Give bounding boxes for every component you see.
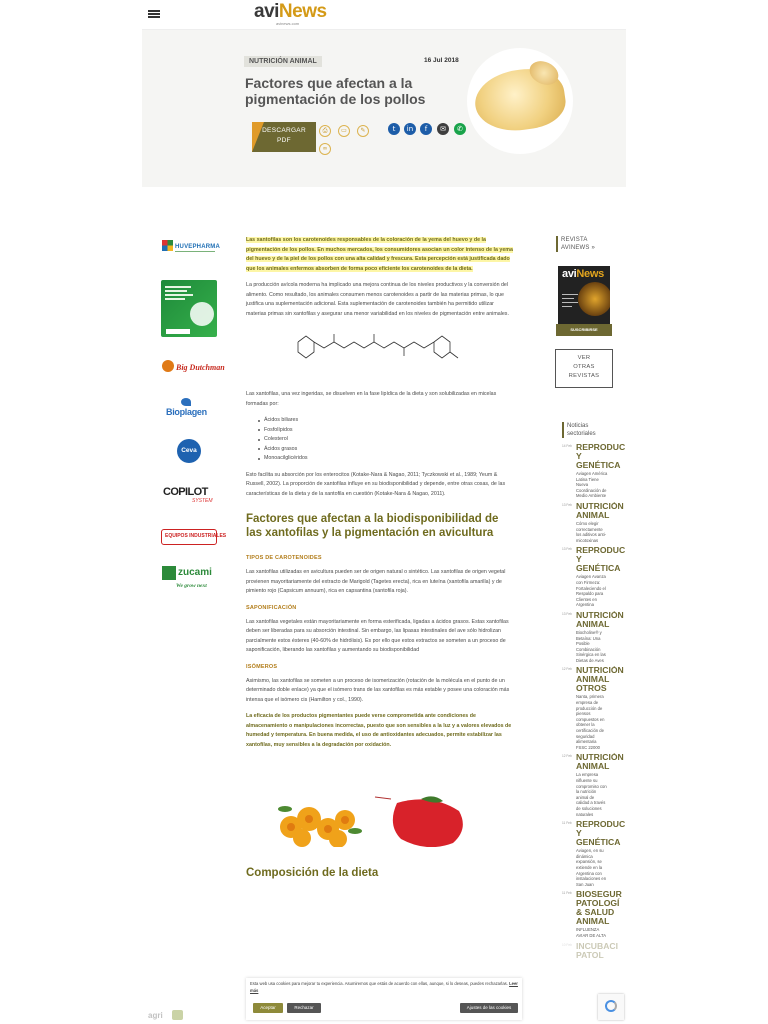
zucami-text: zucami xyxy=(178,567,212,578)
news-category: NUTRICIÓN ANIMAL xyxy=(576,610,624,629)
section-heading: Composición de la dieta xyxy=(246,867,379,879)
section-heading: Factores que afectan a la biodisponibilidad de las xantofilas y la pigmentación en avicultura xyxy=(246,513,499,539)
sponsor-copilot-logo[interactable] xyxy=(162,484,218,506)
equipos-text: EQUIPOS INDUSTRIALES xyxy=(165,533,227,539)
news-item[interactable] xyxy=(562,942,628,960)
subsection-heading: SAPONIFICACIÓN xyxy=(246,604,297,611)
news-date: 12 Feb xyxy=(562,754,572,759)
news-date: 11 Feb xyxy=(562,891,572,896)
news-headline: La empresa nifluente su compromiso con la nutrición animal de calidad a través de soluciones naturales xyxy=(576,772,607,817)
list-item: Ácidos biliares xyxy=(258,416,514,426)
sector-news-widget xyxy=(562,422,628,963)
category-tag[interactable]: NUTRICIÓN ANIMAL xyxy=(244,56,322,67)
news-date: 12 Feb xyxy=(562,667,572,672)
news-date: 11 Feb xyxy=(562,821,572,826)
news-date: 13 Feb xyxy=(562,502,572,507)
news-item[interactable] xyxy=(562,666,628,750)
news-headline: Aviagen Avanza con Firmeza: Fortaleciendo el Respaldo para Clientes en Argentina xyxy=(576,574,606,608)
sector-news-title: Noticias sectoriales xyxy=(562,422,628,438)
edit-icon[interactable]: ✎ xyxy=(357,125,369,137)
article-lead xyxy=(246,236,514,274)
news-category: BIOSEGUR PATOLOGÍ & SALUD ANIMAL xyxy=(576,890,622,927)
news-category: REPRODUC Y GENÉTICA xyxy=(576,443,626,470)
news-category: REPRODUC Y GENÉTICA xyxy=(576,820,626,848)
whatsapp-icon[interactable]: ✆ xyxy=(454,123,466,135)
news-category: NUTRICIÓN ANIMAL xyxy=(576,501,624,520)
ceva-text: Ceva xyxy=(181,447,197,454)
facebook-icon[interactable]: f xyxy=(420,123,432,135)
list-item: Monoacilglicéridos xyxy=(258,454,514,464)
news-item[interactable] xyxy=(562,443,628,499)
news-headline: Aviagen, en su dinámica expansión, se extiende en la Argentina con instalaciones en San Juan xyxy=(576,848,607,887)
huvepharma-text: HUVEPHARMA xyxy=(175,244,221,250)
subscribe-button[interactable]: SUSCRIBIRSE xyxy=(556,324,612,336)
copilot-sub: SYSTEM xyxy=(192,498,213,504)
cookie-text xyxy=(250,981,518,994)
news-date: 10 Feb xyxy=(562,942,572,947)
magazine-title-link[interactable]: AVINEWS » xyxy=(561,245,596,251)
news-item[interactable] xyxy=(562,820,628,887)
news-item[interactable] xyxy=(562,546,628,608)
sponsor-bioplagen-logo[interactable] xyxy=(162,397,218,423)
sponsor-equipos-logo[interactable] xyxy=(161,529,227,545)
list-item: Fosfolípidos xyxy=(258,426,514,436)
article-body xyxy=(246,236,514,881)
copilot-text: COPILOT xyxy=(163,486,208,498)
publish-date: 16 Jul 2018 xyxy=(424,57,459,64)
news-category: NUTRICIÓN ANIMAL OTROS xyxy=(576,666,624,694)
article-paragraph: La producción avícola moderna ha implicado una mejora continua de los niveles productivos y la conversión del alimento. Como resultado, los animales consumen menos carotenoides a partir de las materias primas, lo que justifica una suplementación adicional. Esta suplementación de carotenoides también ha permitido utilizar materias primas sin xantofilas y asegurar una menor variabilidad en los niveles de pigmentación entre animales. xyxy=(246,282,509,317)
cookie-accept-button[interactable]: Aceptar xyxy=(253,1003,283,1013)
cookie-settings-button[interactable]: Ajustes de las cookies xyxy=(460,1003,518,1013)
download-label-pdf: PDF xyxy=(277,137,291,144)
news-date: 14 Feb xyxy=(562,444,572,448)
article-paragraph: Las xantofilas utilizadas en avicultura pueden ser de origen natural o sintético. Las xantofilas de origen vegetal provienen mayoritariamente del extracto de Marigold (Tagetes erecta), rica en luteína (xantofila amarilla) y de pimiento rojo (Capsicum annuum), rica en capsantina (xantofila roja). xyxy=(246,569,506,594)
magazine-widget xyxy=(556,236,614,252)
subsection-heading: TIPOS DE CAROTENOIDES xyxy=(246,555,322,561)
news-item[interactable] xyxy=(562,753,628,817)
news-headline: Nanta, primera empresa de producción de piensos compuestos en obtener la certificación de seguridad alimentaria FSSC 22000 xyxy=(576,694,605,750)
twitter-icon[interactable]: t xyxy=(388,123,400,135)
news-headline: INFLUENZA AVIAR DE ALTA xyxy=(576,927,607,938)
marigold-pepper-image xyxy=(271,759,487,847)
micelle-components-list xyxy=(258,416,514,464)
article-paragraph: Esto facilita su absorción por los enterocitos (Kotake-Nara & Nagao, 2011; Tyczkowski et al., 1989; Yeum & Russell, 2002). La proporción de xantofilas influye en su biodisponibilidad y depende, entre otras cosas, de las características de la dieta y de la xantofila en cuestión (Kotake-Nara & Nagao, 2011). xyxy=(246,471,506,497)
linkedin-icon[interactable]: in xyxy=(404,123,416,135)
sponsor-bigdutchman-logo[interactable] xyxy=(161,359,225,377)
article-title: Factores que afectan a la pigmentación de los pollos xyxy=(245,75,426,107)
chicken-photo xyxy=(467,48,573,154)
top-bar xyxy=(142,0,626,30)
list-item: Ácidos grasos xyxy=(258,445,514,455)
logo-text-main: avi xyxy=(254,1,279,22)
news-category: REPRODUC Y GENÉTICA xyxy=(576,546,626,574)
highlight-quote: La eficacia de los productos pigmentantes puede verse comprometida ante condiciones de almacenamiento o manipulaciones incorrectas, puesto que son sensibles a la luz y a valores elevados de humedad y temperatura. En buena medida, el uso de antioxidantes adecuados, permite estabilizar las xantofilas, muy sensibles a la degradación por oxidación. xyxy=(246,713,512,748)
subsection-heading: ISÓMEROS xyxy=(246,663,278,670)
agri-footer-logo: agri xyxy=(148,1010,248,1022)
news-item[interactable] xyxy=(562,611,628,664)
list-item: Colesterol xyxy=(258,435,514,445)
logo-url: avinews.com xyxy=(276,21,300,26)
other-magazines-button[interactable]: VER OTRAS REVISTAS xyxy=(555,349,613,388)
download-pdf-button[interactable] xyxy=(252,122,316,152)
news-category: NUTRICIÓN ANIMAL xyxy=(576,753,624,772)
link-icon[interactable]: ∞ xyxy=(319,143,331,155)
email-icon[interactable]: ✉ xyxy=(437,123,449,135)
news-date: 13 Feb xyxy=(562,611,572,616)
news-headline: Biocholine® y Betaína: Una Posible Combinación Sinérgica en las Dietas de Aves xyxy=(576,629,606,663)
article-paragraph: Las xantofilas vegetales están mayoritariamente en forma esterificada, ligadas a ácidos grasos. Estas xantofilas deben ser liberadas para su absorción intestinal. Sin embargo, las lipasas intestinales del ave sólo hidrolizan parcialmente estos ésteres (40-60% de hidrólisis). Es por ello que estos extractos se someten a un proceso de saponificación, liberando las xantofilas y aumentando su biodisponibilidad xyxy=(246,618,509,653)
cookie-reject-button[interactable]: Rechazar xyxy=(287,1003,321,1013)
news-date: 13 Feb xyxy=(562,547,572,552)
news-headline: Cómo elegir correctamente los aditivos anti- micotoxinas xyxy=(576,520,607,543)
article-paragraph: Las xantofilas, una vez ingeridas, se disuelven en la fase lipídica de la dieta y son solubilizadas en micelas formadas por: xyxy=(246,391,497,407)
zucami-sub: We grow next xyxy=(176,583,207,589)
xanthophyll-structure-diagram xyxy=(290,326,470,374)
magazine-cover[interactable]: aviNews xyxy=(558,266,610,324)
news-category: INCUBACI PATOL xyxy=(576,941,619,960)
cookie-banner xyxy=(246,978,522,1020)
recaptcha-badge-icon[interactable] xyxy=(598,994,624,1020)
download-label: DESCARGAR xyxy=(262,127,306,134)
sponsor-zucami-logo[interactable] xyxy=(162,565,218,593)
sponsor-ceva-logo[interactable] xyxy=(177,439,201,463)
sponsor-ad-banner[interactable] xyxy=(161,280,217,337)
article-paragraph: Asimismo, las xantofilas se someten a un proceso de isomerización (rotación de la molécula en el punto de un determinado doble enlace) ya que el isómero trans de las xantofilas es más estable y posee una coloración más intensa que el isómero cis (Hamilton y col., 1990). xyxy=(246,677,510,703)
news-item[interactable] xyxy=(562,502,628,543)
sponsor-huvepharma-logo[interactable] xyxy=(162,238,221,260)
hamburger-menu-icon[interactable] xyxy=(148,10,160,18)
bigdutchman-text: Big Dutchman xyxy=(176,363,225,372)
magazine-title-line: REVISTA xyxy=(561,237,588,243)
logo-text-accent: News xyxy=(278,1,327,22)
cookie-read-more-link[interactable]: Leer más xyxy=(250,981,518,993)
printer-icon[interactable]: ⎙ xyxy=(319,125,331,137)
site-logo[interactable] xyxy=(254,1,327,27)
bioplagen-text: Bioplagen xyxy=(166,407,207,417)
news-item[interactable] xyxy=(562,890,628,938)
news-headline: Aviagen América Latina Tiene Nueva Coordinación de Medio Ambiente xyxy=(576,471,608,499)
lead-highlight: Las xantofilas son los carotenoides responsables de la coloración de la yema del huevo y de la pigmentación de los pollos. En muchos mercados, los consumidores asocian un color intenso de la yema del huevo y de la piel de los pollos con una alta calidad y frescura. Esta percepción está justificada dado que los animales enfermos absorben de forma poco eficiente los carotenoides de la dieta. xyxy=(246,237,513,272)
book-icon[interactable]: ▭ xyxy=(338,125,350,137)
magazine-widget-title xyxy=(556,236,614,252)
cookie-message: Esta web usa cookies para mejorar tu experiencia. Asumiremos que estás de acuerdo con ellas, aunque, si lo deseas, puedes rechazarlas. xyxy=(250,981,508,986)
